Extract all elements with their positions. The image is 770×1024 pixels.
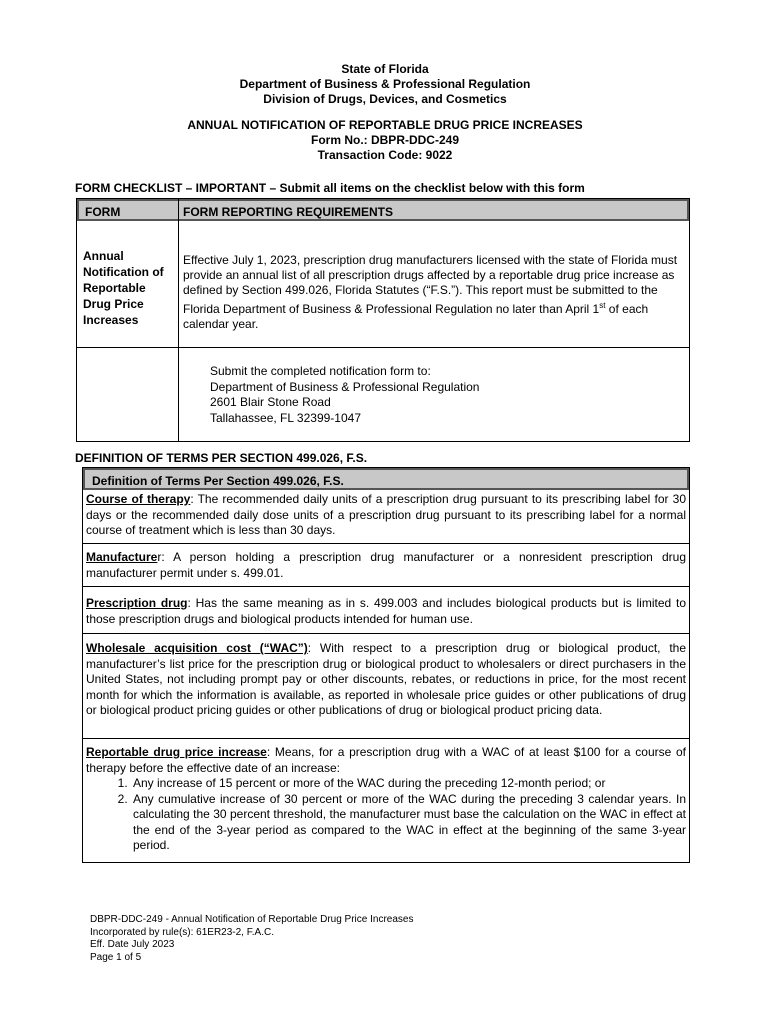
definition-term: Prescription drug (86, 596, 188, 610)
col-requirements-header: FORM REPORTING REQUIREMENTS (183, 205, 394, 219)
division-name: Division of Drugs, Devices, and Cosmetics (263, 92, 507, 106)
definition-term: Wholesale acquisition cost (“WAC”) (86, 641, 308, 655)
address-line: Submit the completed notification form to: (210, 364, 431, 378)
definition-term-suffix: r (157, 550, 162, 564)
definition-course-of-therapy (86, 492, 686, 539)
requirement-end: of each calendar year. (183, 302, 649, 331)
column-divider (178, 199, 179, 441)
requirement-main: Effective July 1, 2023, prescription drug manufacturers licensed with the state of Florida must provide an annual list of all prescription drugs affected by a reportable drug price increase as defined by Section 499.026, Florida Statutes (“F.S.”). This report must be submitted to the Florida Department of Business & Professional Regulation no later than April 1 (183, 253, 678, 316)
requirement-superscript: st (599, 301, 606, 310)
transaction-code: Transaction Code: 9022 (317, 148, 453, 162)
row-divider (83, 738, 689, 739)
definition-text: : With respect to a prescription drug or biological product, the manufacturer’s list price for the prescription drug or biological product to wholesalers or direct purchasers in the United States, not including prompt pay or other discounts, rebates, or reductions in price, for the most recent month for which the information is available, as reported in wholesale price guides or other publications of drug or biological product pricing guides or other publications of drug or biological product pricing data. (86, 641, 687, 717)
form-title: ANNUAL NOTIFICATION OF REPORTABLE DRUG PRICE INCREASES (187, 118, 583, 132)
checklist-title: FORM CHECKLIST – IMPORTANT – Submit all items on the checklist below with this form (75, 181, 585, 195)
definition-term: Manufacture (86, 550, 158, 564)
row-divider (77, 347, 689, 348)
form-name-cell (83, 248, 164, 328)
submission-address (210, 364, 479, 426)
footer-line: Eff. Date July 2023 (90, 939, 175, 950)
definition-text: : Has the same meaning as in s. 499.003 and includes biological products but is limited to those prescription drugs and biological products intended for human use. (86, 596, 687, 626)
address-line: Department of Business & Professional Regulation (210, 379, 480, 394)
address-line: Tallahassee, FL 32399-1047 (210, 410, 361, 425)
list-item: 2. Any cumulative increase of 30 percent or more of the WAC during the preceding 3 calendar years. In calculating the 30 percent threshold, the manufacturer must base the calculation on the WAC in effect at the end of the 3-year period as compared to the WAC in effect at the beginning of the same 3-year period. (131, 792, 686, 854)
checklist-header-row (77, 199, 689, 221)
address-line: 2601 Blair Stone Road (210, 395, 331, 409)
document-header (0, 62, 770, 163)
definitions-section-title: DEFINITION OF TERMS PER SECTION 499.026, F.S. (75, 451, 368, 465)
page-number: Page 1 of 5 (90, 951, 142, 963)
form-number: Form No.: DBPR-DDC-249 (310, 133, 459, 147)
form-name-line: Drug Price (83, 297, 144, 311)
row-divider (83, 633, 689, 634)
form-name-line: Notification of (83, 265, 164, 279)
form-name-line: Annual (83, 249, 124, 263)
footer-line: DBPR-DDC-249 - Annual Notification of Reportable Drug Price Increases (90, 914, 414, 925)
definitions-header-row (83, 468, 689, 490)
definition-term: Reportable drug price increase (86, 745, 267, 759)
row-divider (83, 586, 689, 587)
definition-text: : Means, for a prescription drug with a WAC of at least $100 for a course of therapy before the effective date of an increase: (86, 745, 687, 775)
definition-text: : A person holding a prescription drug manufacturer or a nonresident prescription drug manufacturer permit under s. 499.01. (86, 550, 686, 580)
form-name-line: Increases (83, 313, 139, 327)
state-name: State of Florida (341, 62, 429, 76)
page-footer (90, 914, 413, 964)
definition-text: : The recommended daily units of a prescription drug pursuant to its prescribing label for 30 days or the recommended daily dose units of a prescription drug pursuant to its prescribing label for a normal course of treatment which is less than 30 days. (86, 492, 686, 537)
definition-prescription-drug (86, 596, 686, 627)
definitions-table (82, 467, 690, 863)
col-form-header: FORM (85, 205, 121, 219)
department-name: Department of Business & Professional Regulation (239, 77, 531, 91)
definition-manufacturer (86, 550, 686, 581)
checklist-table (76, 198, 690, 442)
footer-line: Incorporated by rule(s): 61ER23-2, F.A.C. (90, 926, 274, 938)
definitions-table-title: Definition of Terms Per Section 499.026, F.S. (92, 474, 344, 488)
requirement-text (183, 253, 683, 332)
row-divider (83, 543, 689, 544)
definition-reportable-increase (86, 745, 686, 854)
form-name-line: Reportable (83, 281, 146, 295)
list-item: 1. Any increase of 15 percent or more of the WAC during the preceding 12-month period; or (131, 776, 686, 792)
increase-criteria-list (86, 776, 686, 854)
definition-wac (86, 641, 686, 719)
definition-term: Course of therapy (86, 492, 191, 506)
